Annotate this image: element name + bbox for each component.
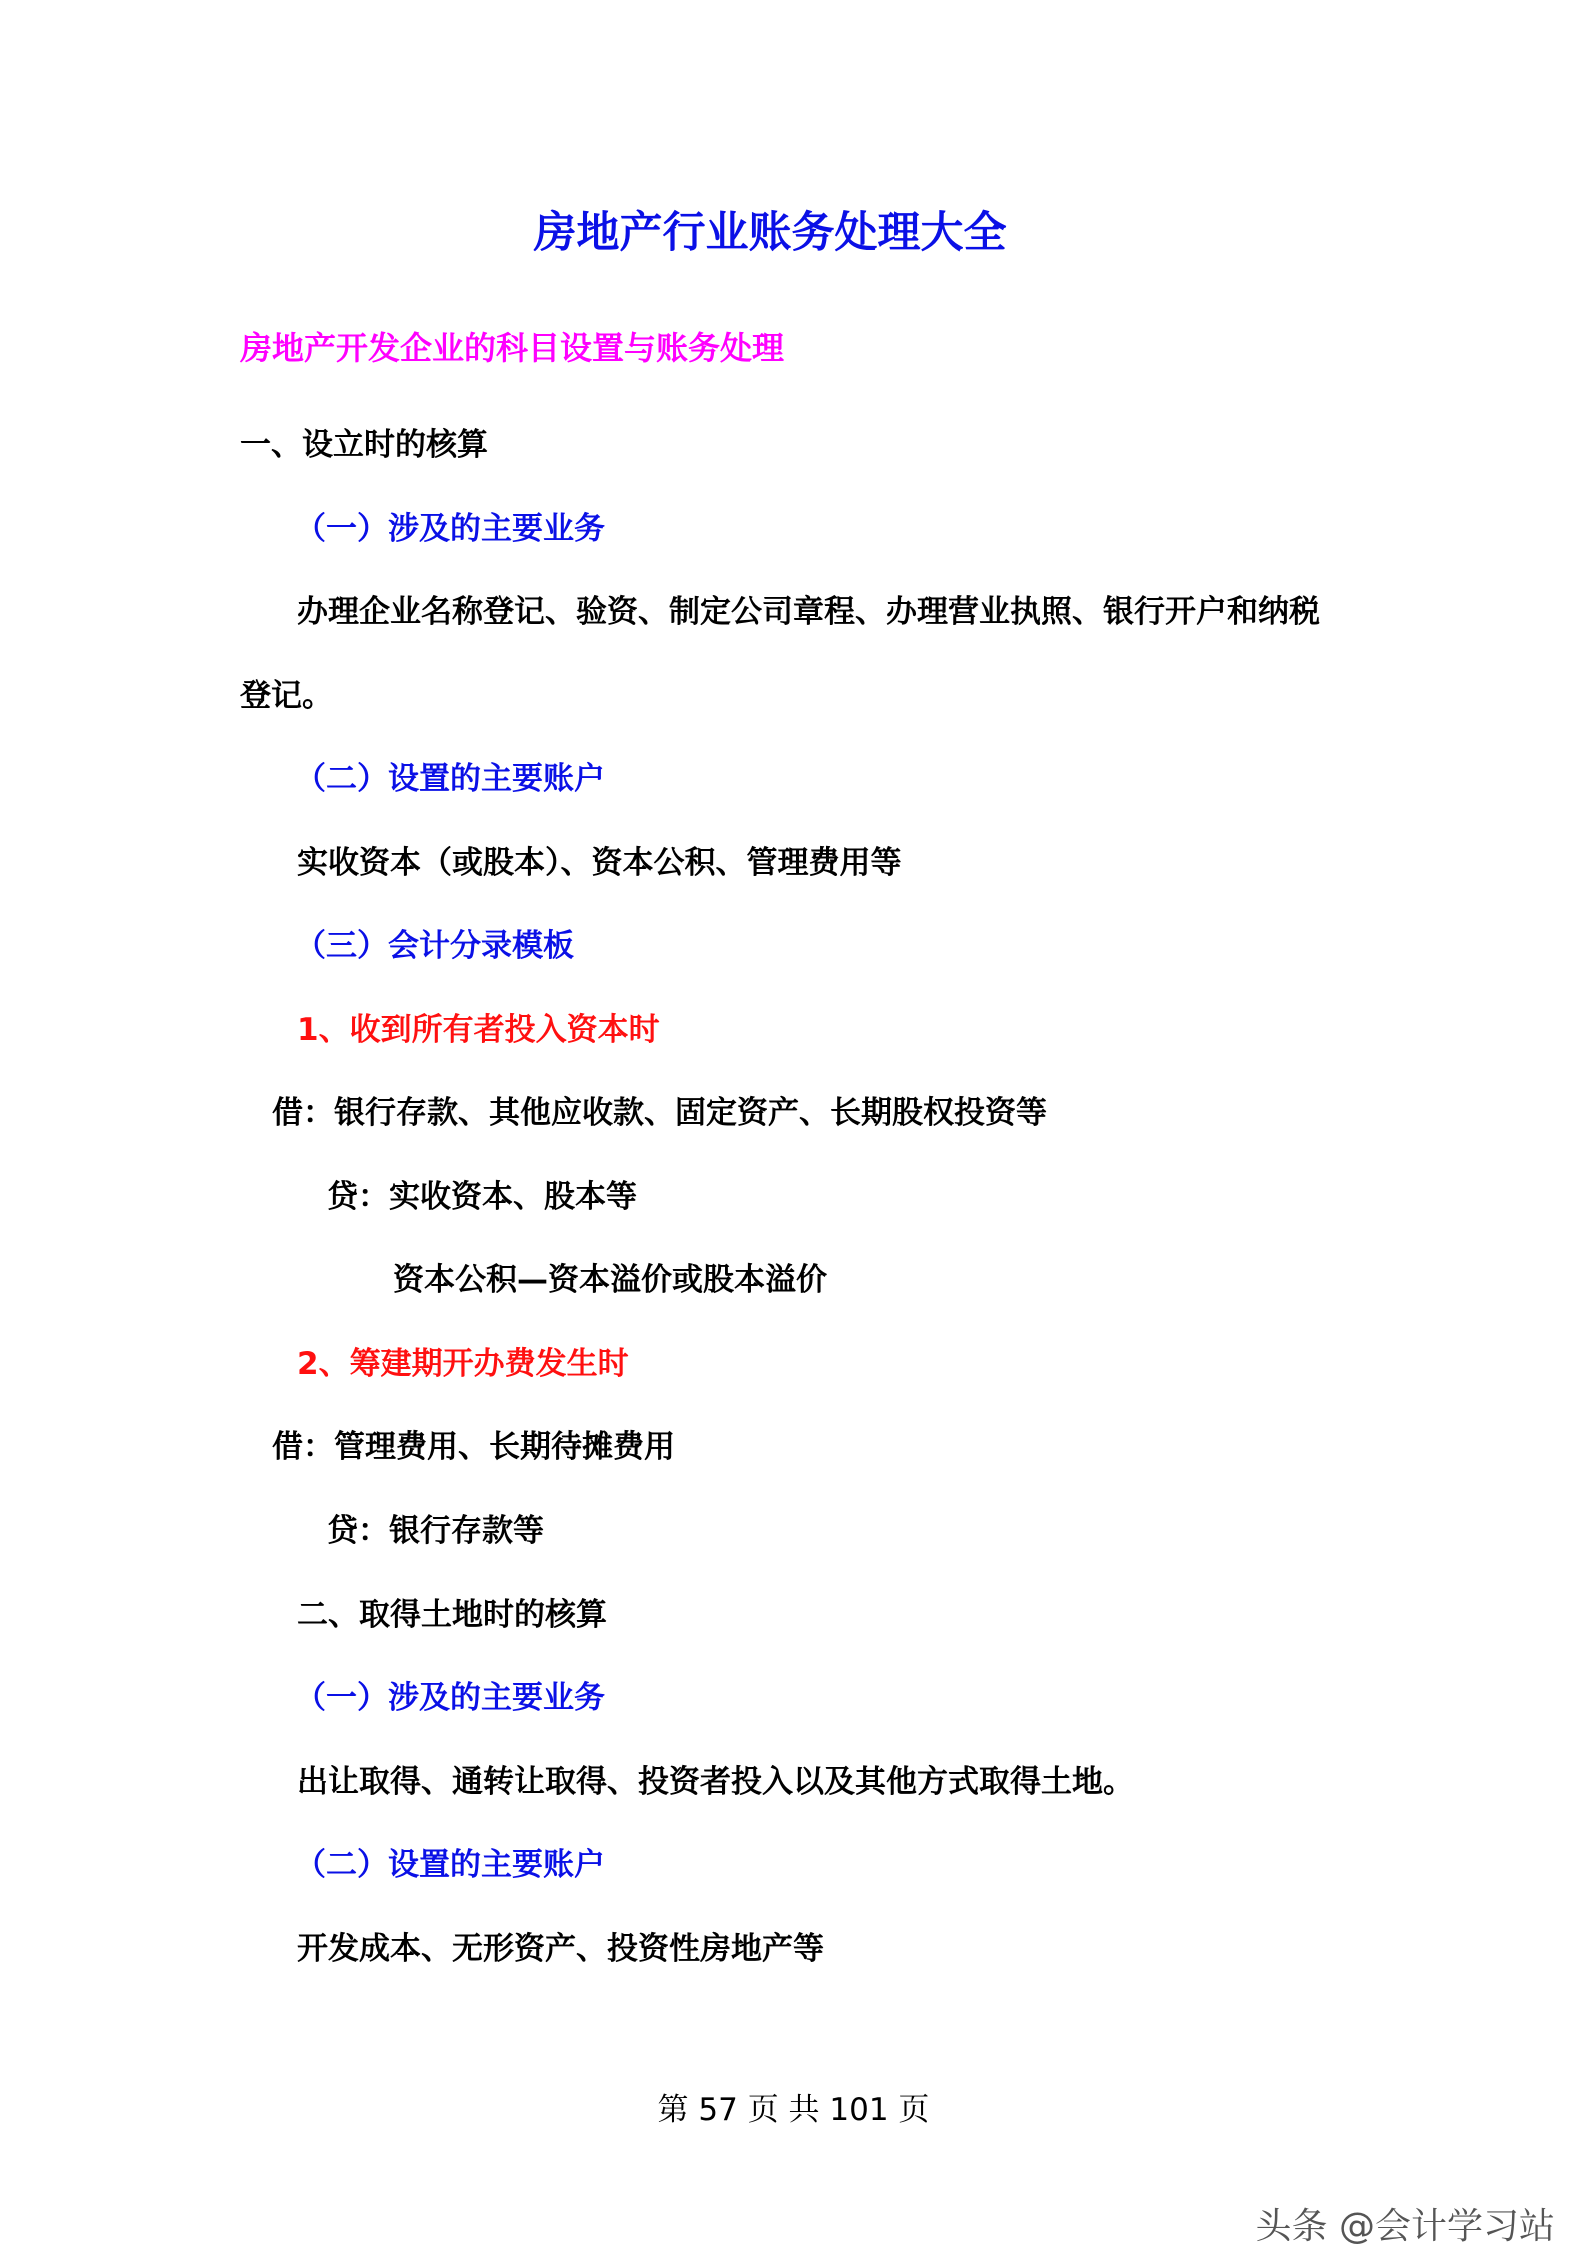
debit-line-2: 借：管理费用、长期待摊费用 (272, 1429, 675, 1465)
paragraph-2-2: 开发成本、无形资产、投资性房地产等 (297, 1931, 824, 1967)
subheading-1-1: （一）涉及的主要业务 (295, 511, 605, 547)
subheading-1-2: （二）设置的主要账户 (295, 761, 605, 797)
debit-line-1: 借：银行存款、其他应收款、固定资产、长期股权投资等 (272, 1095, 1047, 1131)
entry-heading-1: 1、收到所有者投入资本时 (297, 1012, 660, 1048)
credit-line-2: 贷：银行存款等 (327, 1513, 544, 1549)
subheading-2-2: （二）设置的主要账户 (295, 1847, 605, 1883)
page-number-footer: 第 57 页 共 101 页 (657, 2092, 930, 2128)
credit-line-1: 贷：实收资本、股本等 (327, 1179, 637, 1215)
subheading-2-1: （一）涉及的主要业务 (295, 1680, 605, 1716)
heading-section-1: 一、设立时的核算 (240, 427, 488, 463)
credit-line-1-b: 资本公积—资本溢价或股本溢价 (393, 1262, 827, 1298)
entry-heading-2: 2、筹建期开办费发生时 (297, 1346, 629, 1382)
watermark-text: 头条 @会计学习站 (1255, 2206, 1555, 2247)
paragraph-2-1: 出让取得、通转让取得、投资者投入以及其他方式取得土地。 (297, 1764, 1134, 1800)
page-title: 房地产行业账务处理大全 (533, 208, 1007, 258)
paragraph-1-1-b: 登记。 (240, 678, 333, 714)
subheading-1-3: （三）会计分录模板 (295, 928, 574, 964)
paragraph-1-2: 实收资本（或股本）、资本公积、管理费用等 (297, 845, 902, 881)
paragraph-1-1-a: 办理企业名称登记、验资、制定公司章程、办理营业执照、银行开户和纳税 (297, 594, 1320, 630)
section-subtitle: 房地产开发企业的科目设置与账务处理 (240, 329, 785, 367)
heading-section-2: 二、取得土地时的核算 (297, 1597, 607, 1633)
